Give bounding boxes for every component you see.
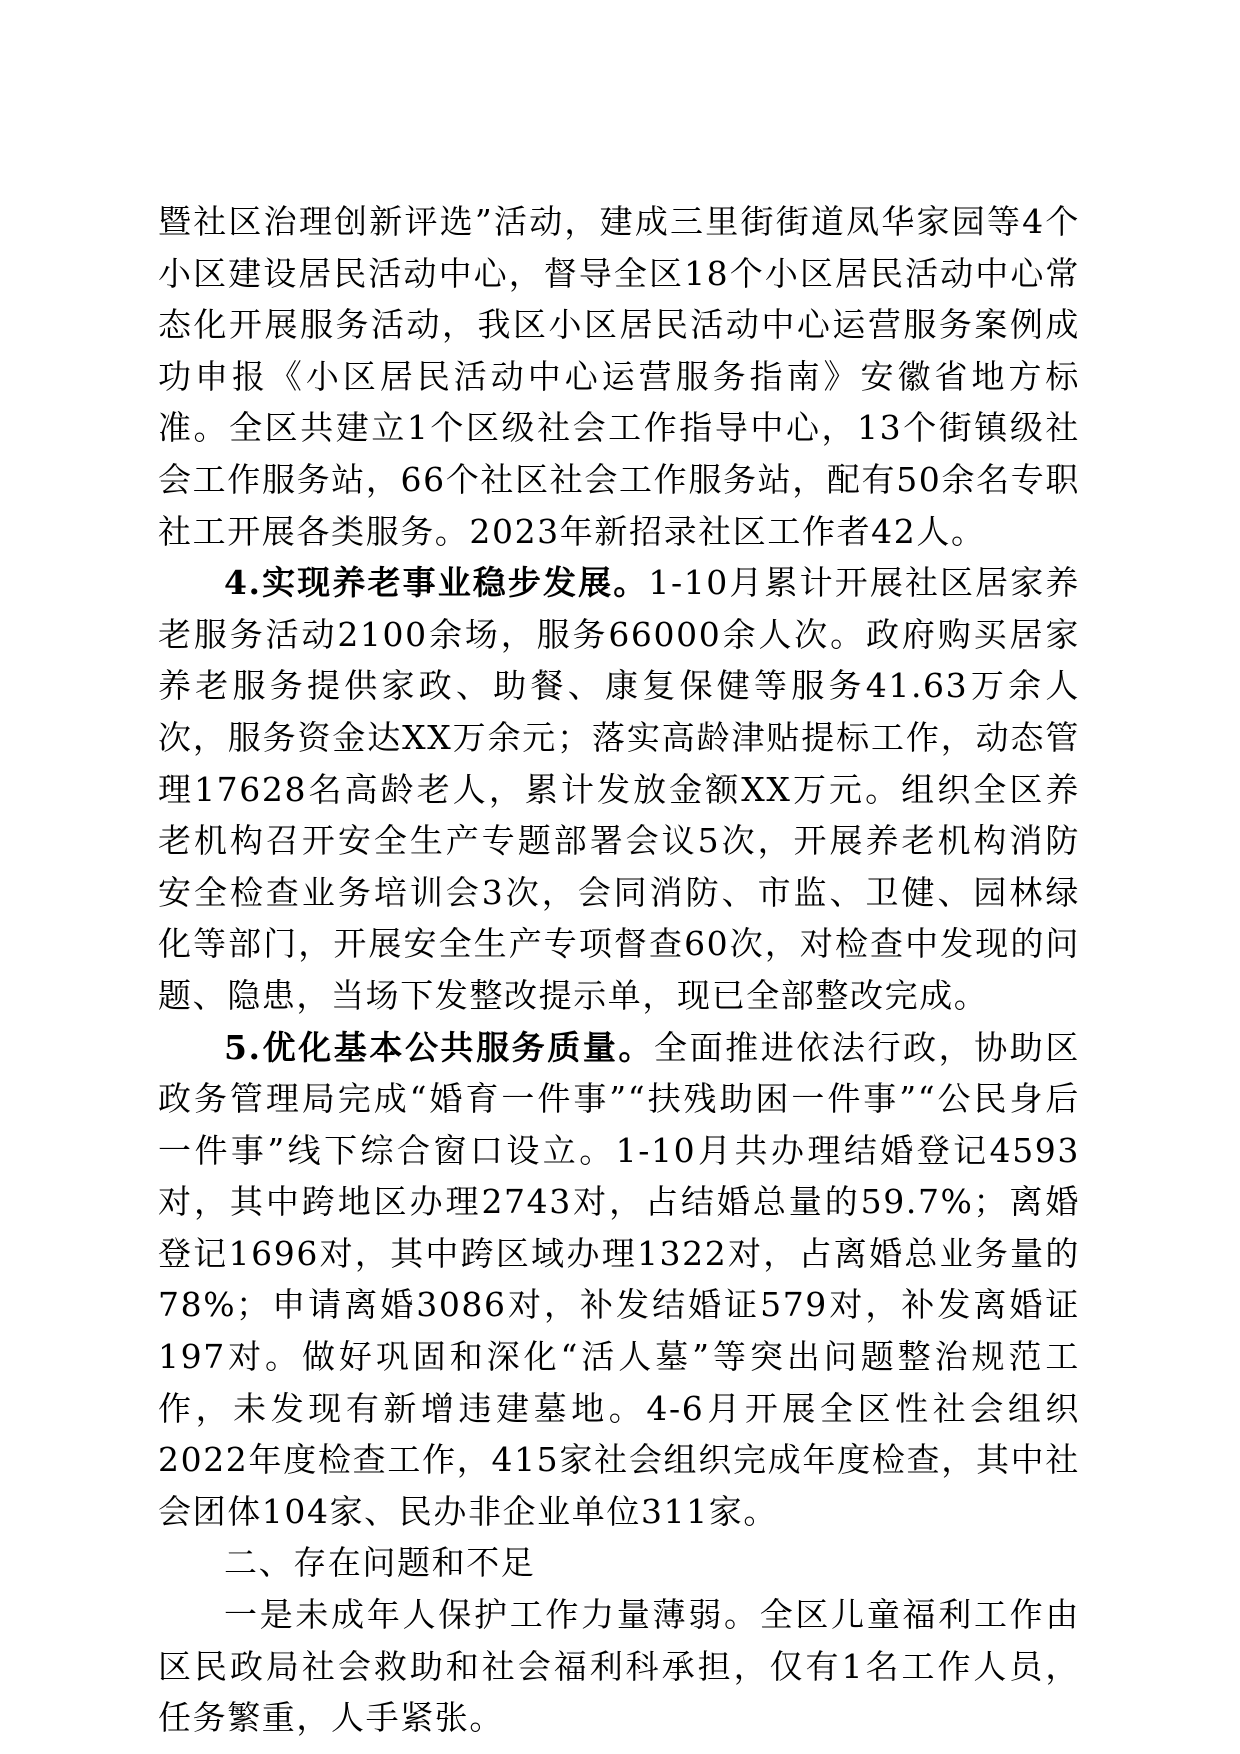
paragraph-title-elderly-care: 4.实现养老事业稳步发展。 [224, 563, 649, 603]
paragraph-text: 全面推进依法行政，协助区政务管理局完成“婚育一件事”“扶残助困一件事”“公民身后一件事”线下综合窗口设立。1-10月共办理结婚登记4593对，其中跨地区办理2743对，占结婚总量的59.7%；离婚登记1696对，其中跨区域办理1322对，占离婚总业务量的78%；申请离婚3086对，补发结婚证579对，补发离婚证197对。做好巩固和深化“活人墓”等突出问题整治规范工作，未发现有新增违建墓地。4-6月开展全区性社会组织2022年度检查工作，415家社会组织完成年度检查，其中社会团体104家、民办非企业单位311家。 [158, 1027, 1080, 1531]
paragraph-text: 暨社区治理创新评选”活动，建成三里街街道凤华家园等4个小区建设居民活动中心，督导全区18个小区居民活动中心常态化开展服务活动，我区小区居民活动中心运营服务案例成功申报《小区居民活动中心运营服务指南》安徽省地方标准。全区共建立1个区级社会工作指导中心，13个街镇级社会工作服务站，66个社区社会工作服务站，配有50余名专职社工开展各类服务。2023年新招录社区工作者42人。 [158, 202, 1080, 551]
paragraph-public-services [158, 1022, 1080, 1538]
document-body [158, 196, 1080, 1744]
paragraph-title-public-services: 5.优化基本公共服务质量。 [224, 1027, 655, 1067]
paragraph-elderly-care [158, 557, 1080, 1021]
section-heading-problems: 二、存在问题和不足 [224, 1543, 536, 1583]
paragraph-community-activity-centers [158, 196, 1080, 557]
paragraph-minor-protection [158, 1589, 1080, 1744]
paragraph-text: 1-10月累计开展社区居家养老服务活动2100余场，服务66000余人次。政府购买居家养老服务提供家政、助餐、康复保健等服务41.63万余人次，服务资金达XX万余元；落实高龄津贴提标工作，动态管理17628名高龄老人，累计发放金额XX万元。组织全区养老机构召开安全生产专题部署会议5次，开展养老机构消防安全检查业务培训会3次，会同消防、市监、卫健、园林绿化等部门，开展安全生产专项督查60次，对检查中发现的问题、隐患，当场下发整改提示单，现已全部整改完成。 [158, 563, 1080, 1015]
paragraph-text: 一是未成年人保护工作力量薄弱。全区儿童福利工作由区民政局社会救助和社会福利科承担，仅有1名工作人员，任务繁重，人手紧张。 [158, 1595, 1080, 1738]
